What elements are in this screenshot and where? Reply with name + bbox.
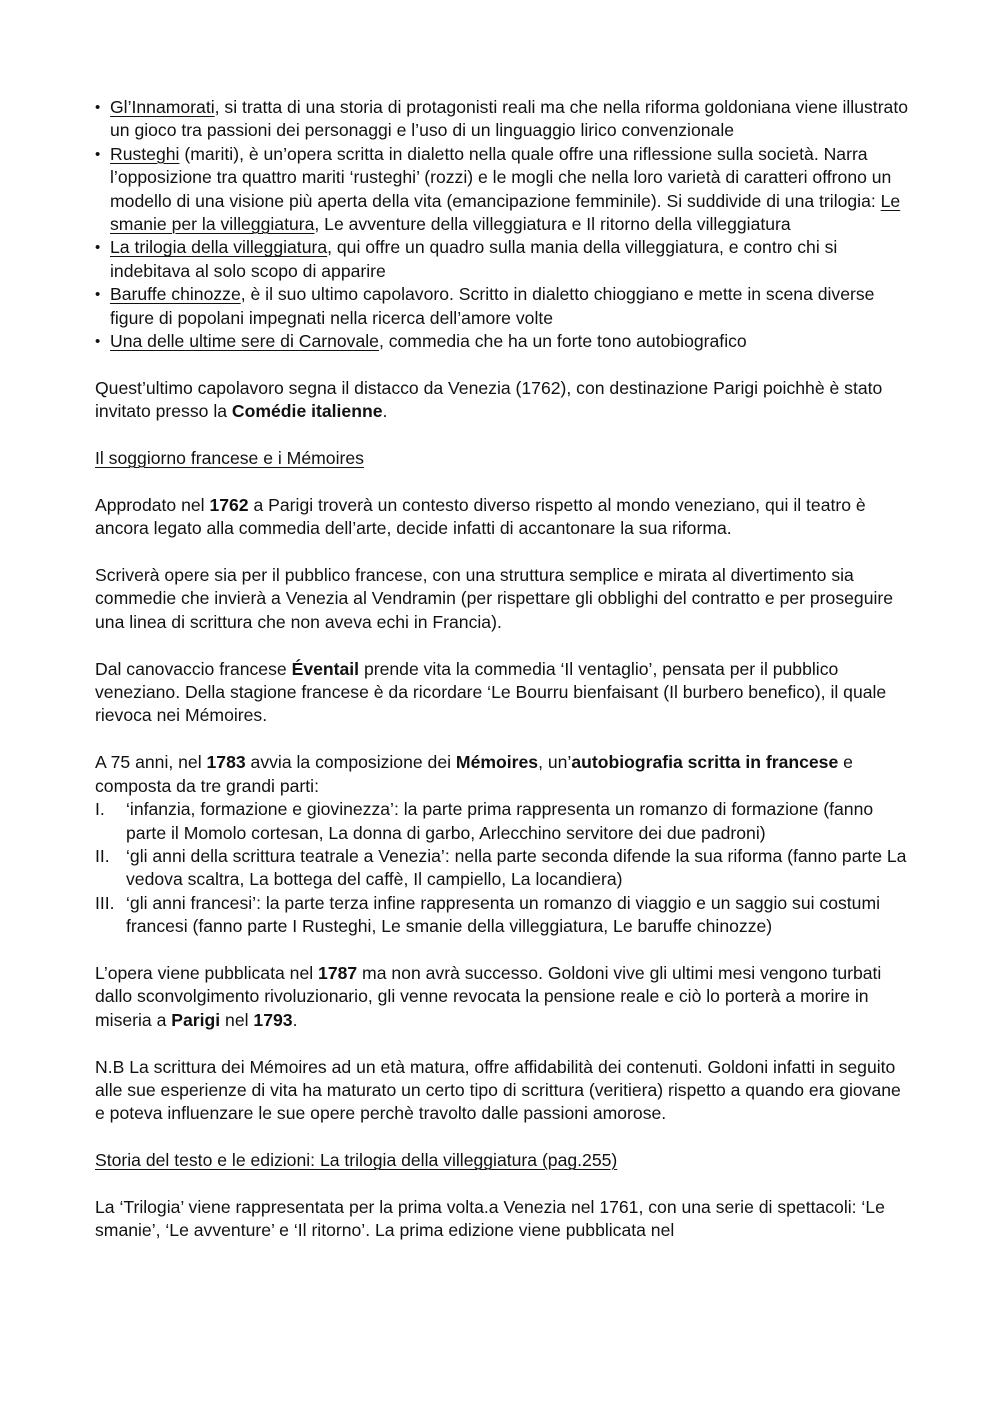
work-description: , si tratta di una storia di protagonisti reali ma che nella riforma goldoniana viene illustrato un gioco tra passioni dei personaggi e l’uso di un linguaggio lirico convenzionale	[110, 97, 909, 141]
work-description: , Le avventure della villeggiatura e Il ritorno della villeggiatura	[314, 214, 791, 235]
list-number: I.	[95, 799, 105, 820]
bold-run: 1793	[253, 1009, 293, 1030]
text-run: , un’	[538, 752, 572, 773]
paragraph-arrival	[95, 494, 908, 541]
work-title: Rusteghi	[110, 143, 180, 164]
work-description: , commedia che ha un forte tono autobiografico	[378, 331, 747, 352]
text-run: e composta da tre grandi parti:	[95, 752, 853, 796]
list-item	[95, 845, 908, 892]
list-item	[95, 330, 908, 353]
list-number: III.	[95, 892, 115, 913]
list-item	[95, 143, 908, 237]
list-item	[95, 236, 908, 283]
paragraph-works: Scriverà opere sia per il pubblico francese, con una struttura semplice e mirata al divertimento sia commedie che invierà a Venezia al Vendramin (per rispettare gli obblighi del contratto e per proseguire una linea di scrittura che non aveva echi in Francia).	[95, 565, 894, 632]
work-title: Gl’Innamorati	[110, 97, 215, 117]
text-run: .	[292, 1009, 298, 1030]
work-title: Baruffe chinozze	[110, 284, 241, 305]
list-text: ‘gli anni della scrittura teatrale a Venezia’: nella parte seconda difende la sua riforma (fanno parte La vedova scaltra, La bottega del caffè, Il campiello, La locandiera)	[126, 845, 907, 890]
work-description: , qui offre un quadro sulla mania della villeggiatura, e contro chi si indebitava al solo scopo di apparire	[110, 237, 838, 281]
bold-run: Éventail	[291, 658, 360, 679]
text-run: ma non avrà successo. Goldoni vive gli ultimi mesi vengono turbati dallo sconvolgimento rivoluzionario, gli venne revocata la pensione reale e ciò lo porterà a morire in miseria a	[95, 962, 882, 1030]
text-run: nel	[220, 1009, 254, 1030]
work-title: Una delle ultime sere di Carnovale	[110, 331, 379, 352]
bold-run: 1762	[209, 494, 249, 515]
text-run: prende vita la commedia ‘Il ventaglio’, pensata per il pubblico veneziano. Della stagione francese è da ricordare ‘Le Bourru bienfaisant (Il burbero benefico), il quale rievoca nei Mémoires.	[95, 658, 887, 726]
list-item	[95, 283, 908, 330]
work-title: La trilogia della villeggiatura	[110, 237, 328, 258]
bold-run: autobiografia scritta in francese	[571, 752, 839, 773]
bold-run: Mémoires	[455, 752, 539, 773]
bold-run: Parigi	[171, 1009, 221, 1030]
list-item	[95, 798, 908, 845]
work-description: , è il suo ultimo capolavoro. Scritto in dialetto chioggiano e mette in scena diverse figure di popolani impegnati nella ricerca dell’amore volte	[110, 284, 875, 328]
paragraph-departure	[95, 377, 908, 424]
section-heading: Storia del testo e le edizioni: La trilogia della villeggiatura (pag.255)	[95, 1150, 618, 1171]
paragraph-publication	[95, 962, 908, 1032]
text-run: .	[382, 401, 388, 422]
list-item	[95, 892, 908, 939]
bold-run: 1783	[206, 752, 246, 773]
paragraph-memoires	[95, 751, 908, 798]
paragraph-note: N.B La scrittura dei Mémoires ad un età matura, offre affidabilità dei contenuti. Goldoni infatti in seguito alle sue esperienze di vita ha maturato un certo tipo di scrittura (veritiera) rispetto a quando era giovane e poteva influenzare le sue opere perchè travolto dalle passioni amorose.	[95, 1056, 901, 1124]
text-run: Approdato nel	[95, 494, 210, 515]
text-run: Dal canovaccio francese	[95, 658, 292, 679]
text-run: L’opera viene pubblicata nel	[95, 962, 319, 983]
work-description: (mariti), è un’opera scritta in dialetto nella quale offre una riflessione sulla società. Narra l’opposizione tra quattro mariti ‘rusteghi’ (rozzi) e le mogli che nella loro varietà di caratteri offrono un modello di una visione più aperta della vita (emancipazione femminile). Si suddivide di una trilogia:	[110, 143, 892, 211]
list-number: II.	[95, 845, 110, 866]
text-run: A 75 anni, nel	[95, 752, 207, 773]
paragraph-trilogy: La ‘Trilogia’ viene rappresentata per la prima volta.a Venezia nel 1761, con una serie di spettacoli: ‘Le smanie’, ‘Le avventure’ e ‘Il ritorno’. La prima edizione viene pubblicata nel	[95, 1196, 885, 1241]
text-run: Quest’ultimo capolavoro segna il distacco da Venezia (1762), con destinazione Parigi poichhè è stato invitato presso la	[95, 377, 883, 422]
list-text: ‘gli anni francesi’: la parte terza infine rappresenta un romanzo di viaggio e un saggio sui costumi francesi (fanno parte I Rusteghi, Le smanie della villeggiatura, Le baruffe chinozze)	[126, 892, 881, 937]
bold-run: 1787	[318, 962, 358, 983]
text-run: a Parigi troverà un contesto diverso rispetto al mondo veneziano, qui il teatro è ancora legato alla commedia dell’arte, decide infatti di accantonare la sua riforma.	[95, 494, 866, 539]
section-heading: Il soggiorno francese e i Mémoires	[95, 448, 364, 469]
memoires-parts-list	[95, 798, 908, 938]
bold-run: Comédie italienne	[231, 401, 383, 422]
text-run: avvia la composizione dei	[245, 752, 456, 773]
list-text: ‘infanzia, formazione e giovinezza’: la parte prima rappresenta un romanzo di formazione (fanno parte il Momolo cortesan, La donna di garbo, Arlecchino servitore dei due padroni)	[126, 799, 874, 843]
list-item	[95, 96, 908, 143]
works-list	[95, 96, 908, 353]
work-title: Le smanie per la villeggiatura	[110, 190, 901, 235]
paragraph-eventail	[95, 658, 908, 728]
